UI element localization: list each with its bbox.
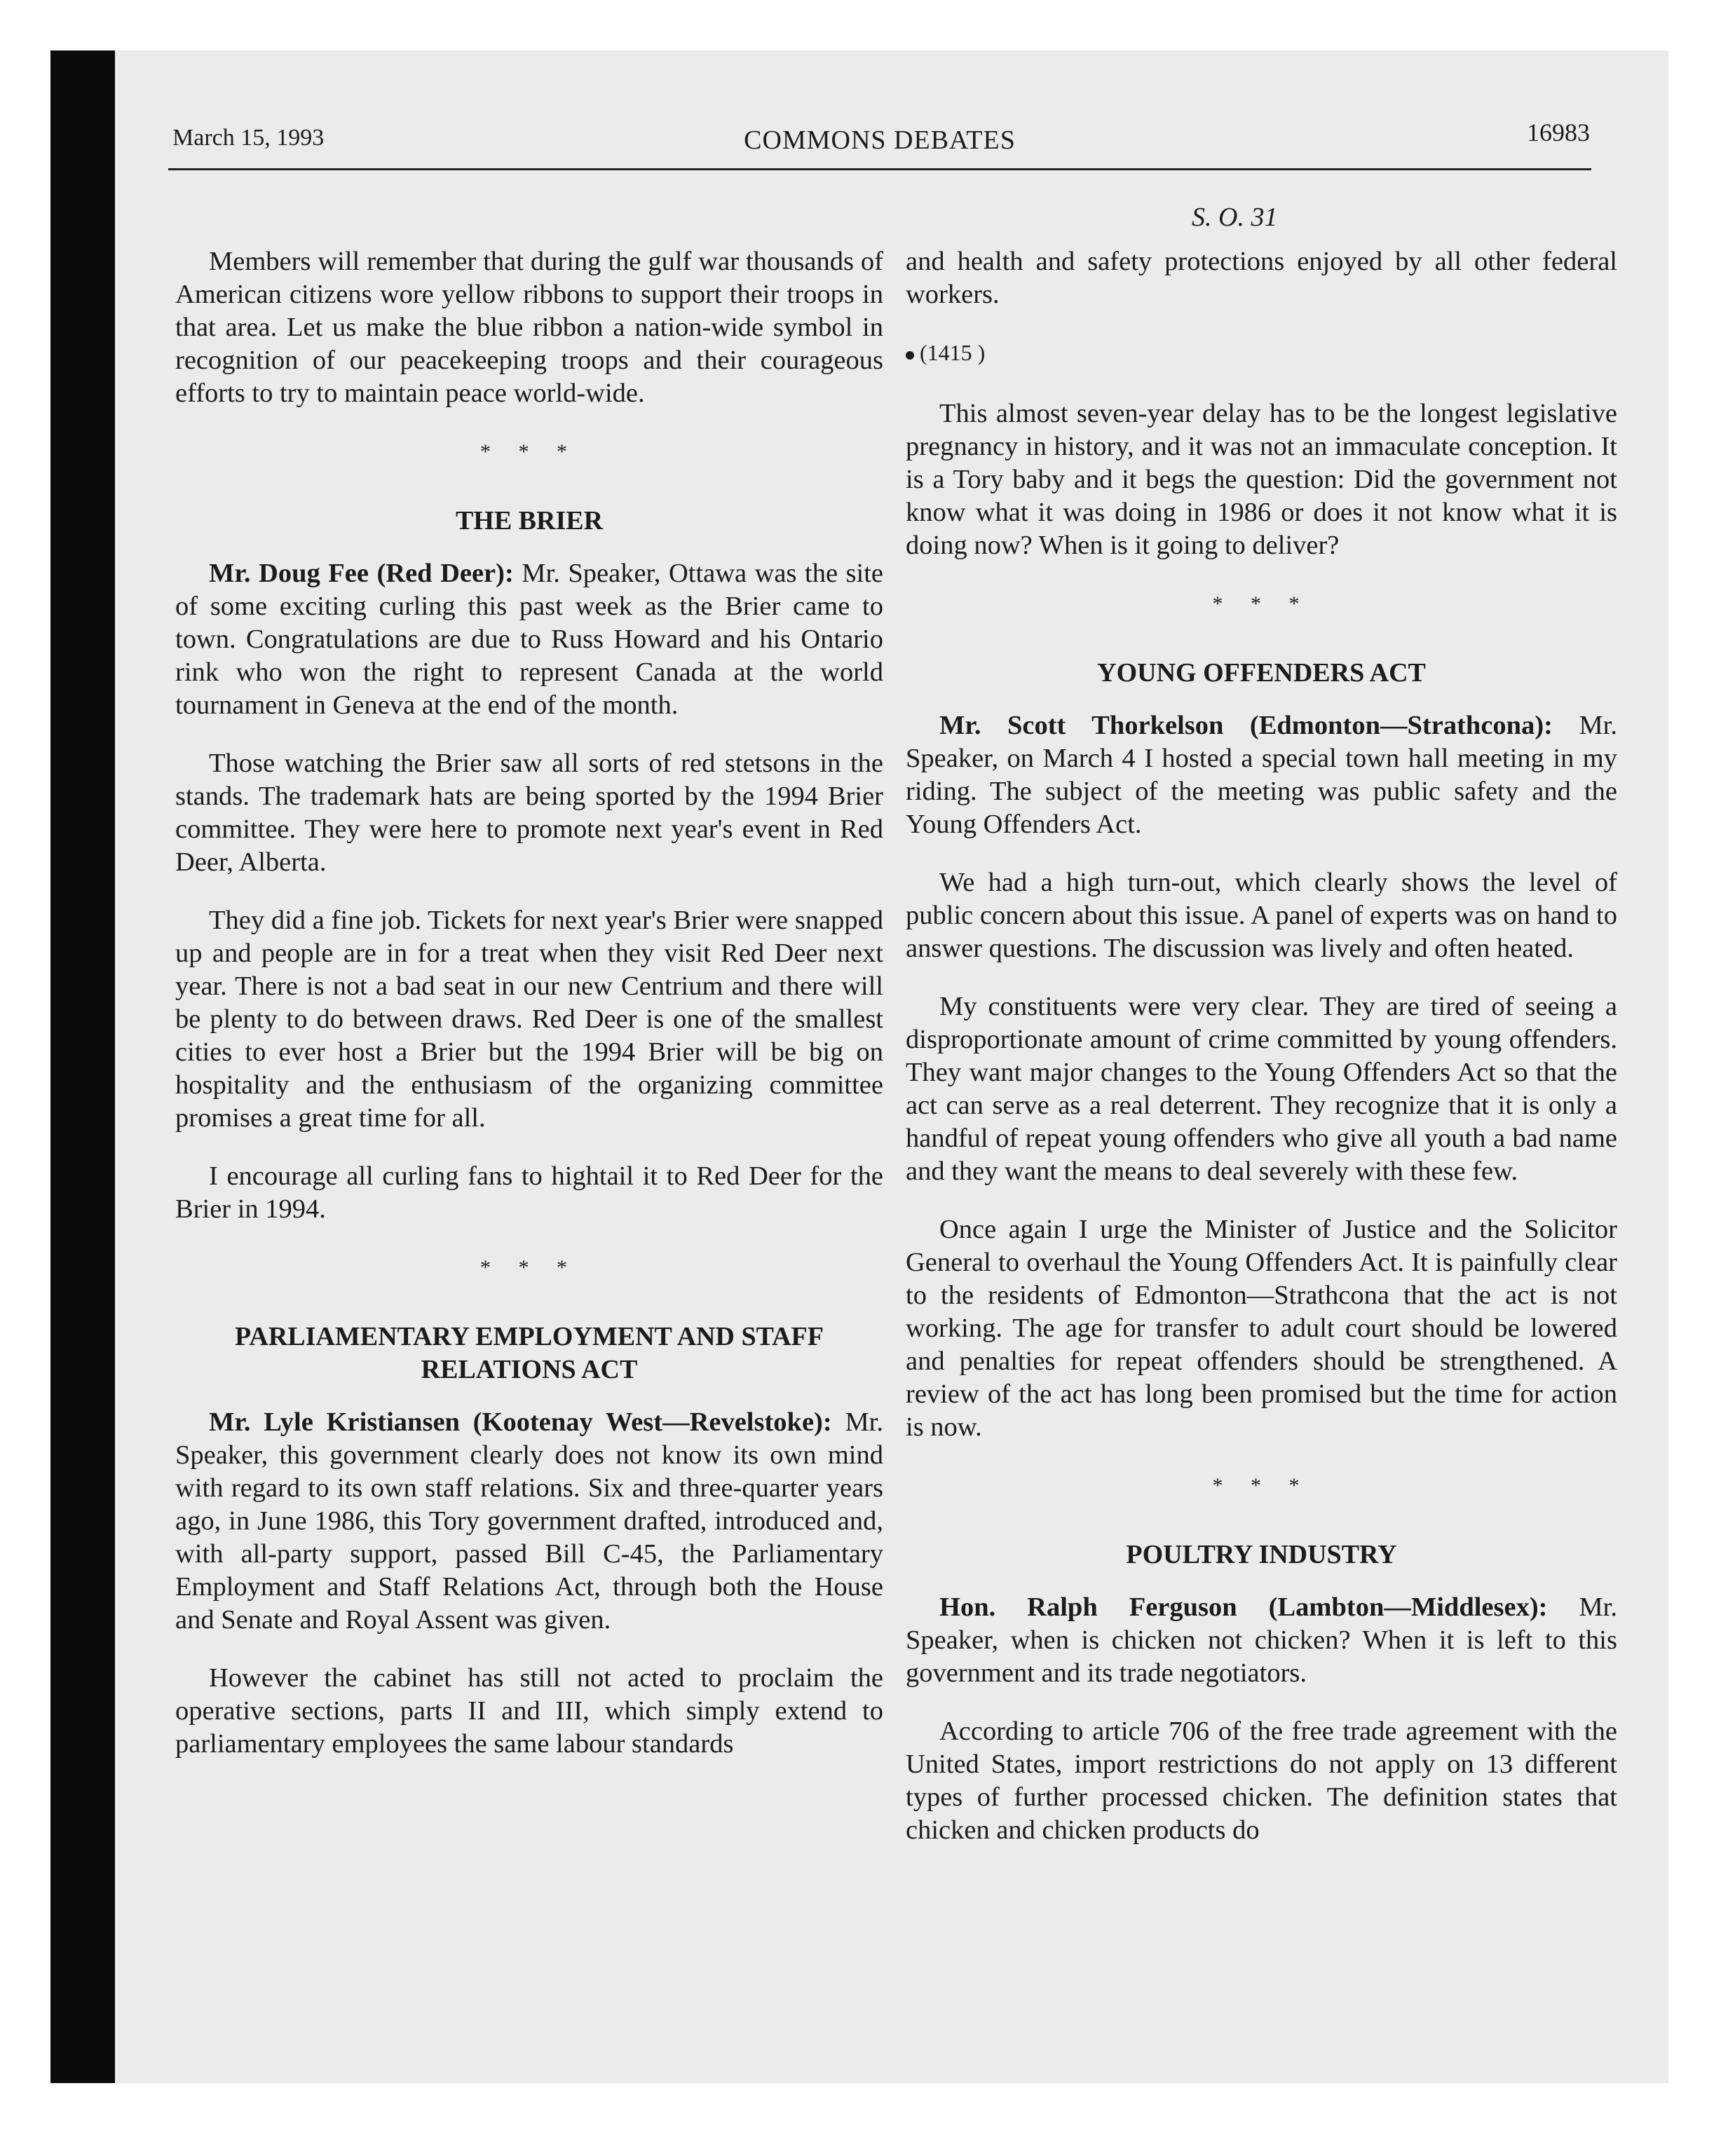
paragraph-text: Mr. Speaker, Ottawa was the site of some exciting curling this past week as the Brier came to town. Congratulations are due to Russ Howard and his Ontario rink who won the right to represent Canada at the world tournament in Geneva at the end of the month. xyxy=(175,559,884,720)
scan-binding-edge xyxy=(50,50,115,2083)
section-separator: * * * xyxy=(480,440,578,463)
section-heading-poultry: POULTRY INDUSTRY xyxy=(1126,1540,1397,1569)
section-separator: * * * xyxy=(1212,592,1311,615)
section-label: S. O. 31 xyxy=(1192,203,1278,232)
speaker-name: Mr. Scott Thorkelson (Edmonton—Strathcona): xyxy=(939,711,1553,740)
scan-margin xyxy=(0,0,50,2156)
paragraph: According to article 706 of the free trade agreement with the United States, import restrictions do not apply on 13 different types of further processed chicken. The definition states that chicken and chicken products do xyxy=(906,1717,1617,1845)
left-column xyxy=(175,245,883,1786)
running-header xyxy=(168,118,1591,170)
timestamp xyxy=(906,336,1617,369)
paragraph: They did a fine job. Tickets for next year's Brier were snapped up and people are in for a treat when they visit Red Deer next year. There is not a bad seat in our new Centrium and there will be plenty to do between draws. Red Deer is one of the smallest cities to ever host a Brier but the 1994 Brier will be big on hospitality and the enthusiasm of the organizing committee promises a great time for all. xyxy=(175,906,883,1133)
paragraph: Members will remember that during the gulf war thousands of American citizens wore yellow ribbons to support their troops in that area. Let us make the blue ribbon a nation-wide symbol in recognition of our peacekeeping troops and their courageous efforts to try to maintain peace world-wide. xyxy=(175,247,883,408)
timestamp-text: (1415 ) xyxy=(920,340,986,365)
paragraph-text: Mr. Speaker, this government clearly does not know its own mind with regard to its own staff relations. Six and three-quarter years ago, in June 1986, this Tory government drafted, introduced and, with all-party support, passed Bill C-45, the Parliamentary Employment and Staff Relations Act, through both the House and Senate and Royal Assent was given. xyxy=(175,1407,883,1635)
paragraph: My constituents were very clear. They are tired of seeing a disproportionate amount of crime committed by young offenders. They want major changes to the Young Offenders Act so that the act can serve as a real deterrent. They recognize that it is only a handful of repeat young offenders who give all youth a bad name and they want the means to deal severely with these few. xyxy=(906,992,1617,1186)
paragraph: We had a high turn-out, which clearly shows the level of public concern about this issue. A panel of experts was on hand to answer questions. The discussion was lively and often heated. xyxy=(906,868,1617,963)
statement-pesra xyxy=(175,1406,883,1637)
right-column xyxy=(906,245,1617,1872)
section-heading-pesra: PARLIAMENTARY EMPLOYMENT AND STAFF RELATIONS ACT xyxy=(235,1322,824,1384)
page-number: 16983 xyxy=(1527,118,1590,146)
paragraph: and health and safety protections enjoyed by all other federal workers. xyxy=(906,247,1617,309)
paragraph: Those watching the Brier saw all sorts of red stetsons in the stands. The trademark hats are being sported by the 1994 Brier committee. They were here to promote next year's event in Red Deer, Alberta. xyxy=(175,749,883,877)
section-separator: * * * xyxy=(480,1256,578,1279)
statement-brier xyxy=(175,557,883,722)
paragraph-text: Mr. Speaker, when is chicken not chicken? When it is left to this government and its trade negotiators. xyxy=(906,1592,1617,1688)
section-heading-brier: THE BRIER xyxy=(455,506,604,535)
speaker-name: Mr. Lyle Kristiansen (Kootenay West—Revelstoke): xyxy=(209,1407,832,1437)
paragraph-text: Mr. Speaker, on March 4 I hosted a special town hall meeting in my riding. The subject of the meeting was public safety and the Young Offenders Act. xyxy=(906,711,1617,839)
section-separator: * * * xyxy=(1212,1474,1311,1497)
speaker-name: Mr. Doug Fee (Red Deer): xyxy=(209,559,514,588)
section-heading-yoa: YOUNG OFFENDERS ACT xyxy=(1097,658,1426,688)
paragraph: I encourage all curling fans to hightail it to Red Deer for the Brier in 1994. xyxy=(175,1161,883,1224)
header-date: March 15, 1993 xyxy=(172,125,325,151)
paragraph: Once again I urge the Minister of Justice and the Solicitor General to overhaul the Young Offenders Act. It is painfully clear to the residents of Edmonton—Strathcona that the act is not working. The age for transfer to adult court should be lowered and penalties for repeat offenders should be strengthened. A review of the act has long been promised but the time for action is now. xyxy=(906,1215,1617,1442)
paragraph: This almost seven-year delay has to be the longest legislative pregnancy in history, and it was not an immaculate conception. It is a Tory baby and it begs the question: Did the government not know what it was doing in 1986 or does it not know what it is doing now? When is it going to deliver? xyxy=(906,399,1617,560)
header-title: COMMONS DEBATES xyxy=(744,125,1016,155)
statement-poultry xyxy=(906,1591,1617,1690)
speaker-name: Hon. Ralph Ferguson (Lambton—Middlesex): xyxy=(939,1592,1548,1622)
statement-yoa xyxy=(906,709,1617,841)
paragraph: However the cabinet has still not acted to proclaim the operative sections, parts II and III, which simply extend to parliamentary employees the same labour standards xyxy=(175,1663,883,1759)
bullet-icon xyxy=(906,351,914,360)
